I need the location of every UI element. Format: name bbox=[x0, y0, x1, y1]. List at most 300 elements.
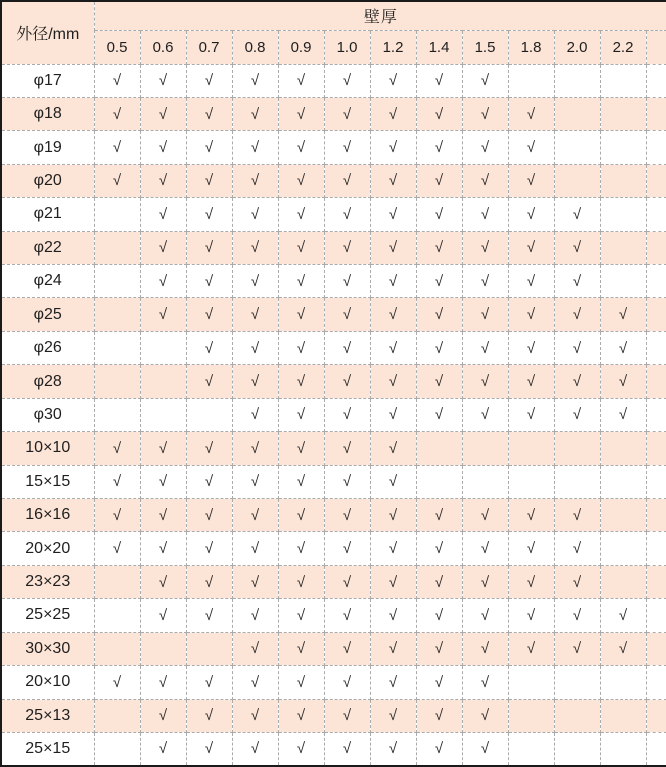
empty-cell bbox=[600, 666, 646, 699]
check-cell: √ bbox=[600, 298, 646, 331]
check-cell: √ bbox=[416, 599, 462, 632]
check-cell: √ bbox=[370, 398, 416, 431]
empty-cell bbox=[94, 398, 140, 431]
empty-cell bbox=[600, 565, 646, 598]
check-cell: √ bbox=[508, 599, 554, 632]
check-cell: √ bbox=[232, 298, 278, 331]
empty-cell bbox=[554, 64, 600, 97]
empty-cell bbox=[508, 699, 554, 732]
empty-cell bbox=[554, 97, 600, 130]
check-cell: √ bbox=[416, 64, 462, 97]
check-cell: √ bbox=[370, 365, 416, 398]
check-cell: √ bbox=[508, 632, 554, 665]
table-row bbox=[1, 666, 666, 699]
check-cell: √ bbox=[416, 298, 462, 331]
empty-cell bbox=[508, 666, 554, 699]
cutoff-sliver-cell bbox=[646, 599, 666, 632]
thickness-col-header: 0.5 bbox=[94, 30, 140, 64]
check-cell: √ bbox=[462, 97, 508, 130]
check-cell: √ bbox=[186, 265, 232, 298]
empty-cell bbox=[462, 432, 508, 465]
check-cell: √ bbox=[232, 632, 278, 665]
check-cell: √ bbox=[370, 64, 416, 97]
check-cell: √ bbox=[462, 265, 508, 298]
check-cell: √ bbox=[462, 164, 508, 197]
check-cell: √ bbox=[232, 64, 278, 97]
check-cell: √ bbox=[508, 231, 554, 264]
cutoff-sliver-cell bbox=[646, 699, 666, 732]
check-cell: √ bbox=[140, 265, 186, 298]
check-cell: √ bbox=[278, 97, 324, 130]
row-label: 20×10 bbox=[1, 666, 94, 699]
check-cell: √ bbox=[462, 64, 508, 97]
check-cell: √ bbox=[370, 265, 416, 298]
check-cell: √ bbox=[554, 265, 600, 298]
check-cell: √ bbox=[94, 432, 140, 465]
check-cell: √ bbox=[94, 498, 140, 531]
check-cell: √ bbox=[370, 432, 416, 465]
check-cell: √ bbox=[370, 565, 416, 598]
thickness-col-header: 1.5 bbox=[462, 30, 508, 64]
check-cell: √ bbox=[140, 732, 186, 766]
check-cell: √ bbox=[508, 565, 554, 598]
check-cell: √ bbox=[462, 632, 508, 665]
thickness-col-header: 1.8 bbox=[508, 30, 554, 64]
check-cell: √ bbox=[278, 298, 324, 331]
table-row bbox=[1, 64, 666, 97]
check-cell: √ bbox=[232, 97, 278, 130]
check-cell: √ bbox=[232, 666, 278, 699]
check-cell: √ bbox=[416, 231, 462, 264]
cutoff-sliver-cell bbox=[646, 398, 666, 431]
check-cell: √ bbox=[462, 565, 508, 598]
thickness-col-header: 0.7 bbox=[186, 30, 232, 64]
check-cell: √ bbox=[416, 532, 462, 565]
table-row bbox=[1, 97, 666, 130]
table-row bbox=[1, 265, 666, 298]
check-cell: √ bbox=[416, 666, 462, 699]
check-cell: √ bbox=[416, 365, 462, 398]
check-cell: √ bbox=[508, 398, 554, 431]
check-cell: √ bbox=[554, 198, 600, 231]
check-cell: √ bbox=[370, 331, 416, 364]
check-cell: √ bbox=[278, 365, 324, 398]
empty-cell bbox=[94, 732, 140, 766]
cutoff-sliver-cell bbox=[646, 565, 666, 598]
check-cell: √ bbox=[554, 632, 600, 665]
empty-cell bbox=[140, 632, 186, 665]
check-cell: √ bbox=[140, 432, 186, 465]
check-cell: √ bbox=[462, 732, 508, 766]
check-cell: √ bbox=[462, 599, 508, 632]
check-cell: √ bbox=[324, 398, 370, 431]
thickness-col-header: 1.2 bbox=[370, 30, 416, 64]
empty-cell bbox=[508, 732, 554, 766]
check-cell: √ bbox=[508, 365, 554, 398]
check-cell: √ bbox=[462, 131, 508, 164]
table-row bbox=[1, 131, 666, 164]
cutoff-sliver-cell bbox=[646, 298, 666, 331]
check-cell: √ bbox=[370, 97, 416, 130]
check-cell: √ bbox=[600, 632, 646, 665]
row-label: φ20 bbox=[1, 164, 94, 197]
row-label: φ30 bbox=[1, 398, 94, 431]
thickness-header-row bbox=[1, 30, 666, 64]
empty-cell bbox=[94, 198, 140, 231]
check-cell: √ bbox=[186, 699, 232, 732]
check-cell: √ bbox=[140, 532, 186, 565]
empty-cell bbox=[600, 97, 646, 130]
check-cell: √ bbox=[324, 532, 370, 565]
check-cell: √ bbox=[232, 532, 278, 565]
check-cell: √ bbox=[232, 265, 278, 298]
check-cell: √ bbox=[278, 231, 324, 264]
check-cell: √ bbox=[140, 298, 186, 331]
empty-cell bbox=[94, 699, 140, 732]
check-cell: √ bbox=[370, 131, 416, 164]
thickness-col-header: 0.9 bbox=[278, 30, 324, 64]
check-cell: √ bbox=[232, 699, 278, 732]
cutoff-sliver-cell bbox=[646, 532, 666, 565]
empty-cell bbox=[600, 198, 646, 231]
empty-cell bbox=[600, 699, 646, 732]
empty-cell bbox=[186, 398, 232, 431]
check-cell: √ bbox=[94, 131, 140, 164]
row-label: φ25 bbox=[1, 298, 94, 331]
table-row bbox=[1, 599, 666, 632]
check-cell: √ bbox=[600, 365, 646, 398]
empty-cell bbox=[554, 164, 600, 197]
check-cell: √ bbox=[462, 331, 508, 364]
check-cell: √ bbox=[416, 398, 462, 431]
table-row bbox=[1, 498, 666, 531]
check-cell: √ bbox=[462, 532, 508, 565]
empty-cell bbox=[600, 64, 646, 97]
empty-cell bbox=[140, 331, 186, 364]
empty-cell bbox=[508, 64, 554, 97]
check-cell: √ bbox=[324, 632, 370, 665]
check-cell: √ bbox=[140, 465, 186, 498]
check-cell: √ bbox=[140, 231, 186, 264]
check-cell: √ bbox=[278, 632, 324, 665]
check-cell: √ bbox=[278, 666, 324, 699]
check-cell: √ bbox=[324, 164, 370, 197]
cutoff-sliver-cell bbox=[646, 498, 666, 531]
check-cell: √ bbox=[554, 365, 600, 398]
check-cell: √ bbox=[324, 666, 370, 699]
check-cell: √ bbox=[186, 565, 232, 598]
check-cell: √ bbox=[232, 565, 278, 598]
check-cell: √ bbox=[416, 732, 462, 766]
check-cell: √ bbox=[94, 164, 140, 197]
table-row bbox=[1, 398, 666, 431]
empty-cell bbox=[94, 565, 140, 598]
empty-cell bbox=[94, 632, 140, 665]
check-cell: √ bbox=[324, 265, 370, 298]
cutoff-sliver-cell bbox=[646, 632, 666, 665]
check-cell: √ bbox=[324, 465, 370, 498]
empty-cell bbox=[94, 265, 140, 298]
table-row bbox=[1, 732, 666, 766]
cutoff-sliver-cell bbox=[646, 164, 666, 197]
check-cell: √ bbox=[324, 699, 370, 732]
check-cell: √ bbox=[278, 699, 324, 732]
row-label: φ28 bbox=[1, 365, 94, 398]
check-cell: √ bbox=[232, 398, 278, 431]
table-row bbox=[1, 699, 666, 732]
table-body bbox=[1, 64, 666, 766]
check-cell: √ bbox=[462, 666, 508, 699]
check-cell: √ bbox=[508, 97, 554, 130]
check-cell: √ bbox=[140, 198, 186, 231]
thickness-col-header: 1.0 bbox=[324, 30, 370, 64]
check-cell: √ bbox=[140, 599, 186, 632]
cutoff-sliver-cell bbox=[646, 265, 666, 298]
check-cell: √ bbox=[278, 565, 324, 598]
check-cell: √ bbox=[324, 365, 370, 398]
check-cell: √ bbox=[554, 599, 600, 632]
check-cell: √ bbox=[462, 398, 508, 431]
cutoff-sliver-cell bbox=[646, 30, 666, 64]
check-cell: √ bbox=[324, 331, 370, 364]
check-cell: √ bbox=[600, 599, 646, 632]
row-label: 15×15 bbox=[1, 465, 94, 498]
check-cell: √ bbox=[94, 64, 140, 97]
table-row bbox=[1, 231, 666, 264]
check-cell: √ bbox=[140, 498, 186, 531]
check-cell: √ bbox=[94, 666, 140, 699]
check-cell: √ bbox=[140, 164, 186, 197]
check-cell: √ bbox=[370, 666, 416, 699]
check-cell: √ bbox=[462, 365, 508, 398]
empty-cell bbox=[554, 432, 600, 465]
check-cell: √ bbox=[186, 666, 232, 699]
check-cell: √ bbox=[278, 398, 324, 431]
check-cell: √ bbox=[186, 131, 232, 164]
check-cell: √ bbox=[554, 565, 600, 598]
row-label: 16×16 bbox=[1, 498, 94, 531]
check-cell: √ bbox=[232, 131, 278, 164]
thickness-col-header: 0.8 bbox=[232, 30, 278, 64]
row-label: φ17 bbox=[1, 64, 94, 97]
check-cell: √ bbox=[324, 432, 370, 465]
check-cell: √ bbox=[232, 599, 278, 632]
check-cell: √ bbox=[416, 565, 462, 598]
check-cell: √ bbox=[140, 64, 186, 97]
check-cell: √ bbox=[278, 131, 324, 164]
check-cell: √ bbox=[324, 298, 370, 331]
table-row bbox=[1, 532, 666, 565]
check-cell: √ bbox=[416, 632, 462, 665]
row-label: 25×13 bbox=[1, 699, 94, 732]
check-cell: √ bbox=[508, 532, 554, 565]
empty-cell bbox=[600, 498, 646, 531]
check-cell: √ bbox=[186, 298, 232, 331]
check-cell: √ bbox=[462, 231, 508, 264]
check-cell: √ bbox=[554, 298, 600, 331]
row-label: 30×30 bbox=[1, 632, 94, 665]
check-cell: √ bbox=[324, 498, 370, 531]
check-cell: √ bbox=[278, 465, 324, 498]
thickness-col-header: 2.2 bbox=[600, 30, 646, 64]
check-cell: √ bbox=[554, 398, 600, 431]
check-cell: √ bbox=[278, 432, 324, 465]
empty-cell bbox=[416, 432, 462, 465]
check-cell: √ bbox=[370, 732, 416, 766]
table-row bbox=[1, 331, 666, 364]
cutoff-sliver-cell bbox=[646, 231, 666, 264]
check-cell: √ bbox=[186, 599, 232, 632]
row-label: φ18 bbox=[1, 97, 94, 130]
table-row bbox=[1, 198, 666, 231]
check-cell: √ bbox=[278, 532, 324, 565]
cutoff-sliver-cell bbox=[646, 64, 666, 97]
check-cell: √ bbox=[232, 198, 278, 231]
table-header bbox=[1, 1, 666, 64]
empty-cell bbox=[554, 131, 600, 164]
empty-cell bbox=[600, 432, 646, 465]
check-cell: √ bbox=[416, 97, 462, 130]
check-cell: √ bbox=[186, 164, 232, 197]
check-cell: √ bbox=[232, 331, 278, 364]
check-cell: √ bbox=[94, 465, 140, 498]
check-cell: √ bbox=[370, 298, 416, 331]
check-cell: √ bbox=[186, 198, 232, 231]
check-cell: √ bbox=[278, 732, 324, 766]
check-cell: √ bbox=[508, 131, 554, 164]
check-cell: √ bbox=[370, 599, 416, 632]
outer-diameter-header: 外径/mm bbox=[1, 1, 94, 64]
check-cell: √ bbox=[462, 699, 508, 732]
table-row bbox=[1, 164, 666, 197]
empty-cell bbox=[600, 532, 646, 565]
cutoff-sliver-cell bbox=[646, 331, 666, 364]
empty-cell bbox=[508, 432, 554, 465]
empty-cell bbox=[94, 365, 140, 398]
check-cell: √ bbox=[416, 498, 462, 531]
row-label: 20×20 bbox=[1, 532, 94, 565]
empty-cell bbox=[94, 231, 140, 264]
row-label: 25×15 bbox=[1, 732, 94, 766]
check-cell: √ bbox=[370, 164, 416, 197]
row-label: φ19 bbox=[1, 131, 94, 164]
check-cell: √ bbox=[140, 699, 186, 732]
cutoff-sliver-cell bbox=[646, 97, 666, 130]
empty-cell bbox=[554, 699, 600, 732]
check-cell: √ bbox=[416, 164, 462, 197]
empty-cell bbox=[554, 666, 600, 699]
check-cell: √ bbox=[232, 498, 278, 531]
cutoff-sliver-cell bbox=[646, 432, 666, 465]
check-cell: √ bbox=[324, 198, 370, 231]
row-label: φ24 bbox=[1, 265, 94, 298]
check-cell: √ bbox=[324, 231, 370, 264]
table-row bbox=[1, 565, 666, 598]
empty-cell bbox=[140, 365, 186, 398]
check-cell: √ bbox=[278, 265, 324, 298]
check-cell: √ bbox=[370, 632, 416, 665]
check-cell: √ bbox=[554, 331, 600, 364]
check-cell: √ bbox=[462, 198, 508, 231]
group-header-row bbox=[1, 1, 666, 30]
empty-cell bbox=[600, 732, 646, 766]
empty-cell bbox=[600, 265, 646, 298]
check-cell: √ bbox=[416, 131, 462, 164]
check-cell: √ bbox=[186, 498, 232, 531]
row-label: 25×25 bbox=[1, 599, 94, 632]
check-cell: √ bbox=[94, 532, 140, 565]
check-cell: √ bbox=[232, 432, 278, 465]
check-cell: √ bbox=[278, 64, 324, 97]
check-cell: √ bbox=[232, 732, 278, 766]
empty-cell bbox=[462, 465, 508, 498]
empty-cell bbox=[508, 465, 554, 498]
check-cell: √ bbox=[554, 231, 600, 264]
check-cell: √ bbox=[370, 465, 416, 498]
check-cell: √ bbox=[324, 565, 370, 598]
row-label: φ26 bbox=[1, 331, 94, 364]
check-cell: √ bbox=[140, 131, 186, 164]
check-cell: √ bbox=[232, 231, 278, 264]
check-cell: √ bbox=[186, 64, 232, 97]
check-cell: √ bbox=[232, 365, 278, 398]
check-cell: √ bbox=[278, 498, 324, 531]
check-cell: √ bbox=[186, 231, 232, 264]
check-cell: √ bbox=[186, 331, 232, 364]
check-cell: √ bbox=[278, 331, 324, 364]
check-cell: √ bbox=[508, 331, 554, 364]
check-cell: √ bbox=[186, 532, 232, 565]
check-cell: √ bbox=[508, 198, 554, 231]
check-cell: √ bbox=[278, 198, 324, 231]
thickness-col-header: 1.4 bbox=[416, 30, 462, 64]
check-cell: √ bbox=[508, 298, 554, 331]
check-cell: √ bbox=[186, 97, 232, 130]
cutoff-sliver-cell bbox=[646, 365, 666, 398]
check-cell: √ bbox=[140, 565, 186, 598]
check-cell: √ bbox=[600, 331, 646, 364]
row-label: 23×23 bbox=[1, 565, 94, 598]
check-cell: √ bbox=[186, 465, 232, 498]
table-row bbox=[1, 465, 666, 498]
cutoff-sliver-cell bbox=[646, 198, 666, 231]
wall-thickness-group-header: 壁厚 bbox=[94, 1, 666, 30]
check-cell: √ bbox=[278, 599, 324, 632]
check-cell: √ bbox=[600, 398, 646, 431]
thickness-col-header: 0.6 bbox=[140, 30, 186, 64]
check-cell: √ bbox=[416, 331, 462, 364]
cutoff-sliver-cell bbox=[646, 666, 666, 699]
check-cell: √ bbox=[140, 97, 186, 130]
check-cell: √ bbox=[324, 599, 370, 632]
empty-cell bbox=[600, 131, 646, 164]
check-cell: √ bbox=[370, 699, 416, 732]
check-cell: √ bbox=[232, 465, 278, 498]
check-cell: √ bbox=[186, 365, 232, 398]
check-cell: √ bbox=[554, 532, 600, 565]
check-cell: √ bbox=[324, 732, 370, 766]
row-label: 10×10 bbox=[1, 432, 94, 465]
check-cell: √ bbox=[370, 231, 416, 264]
check-cell: √ bbox=[370, 198, 416, 231]
check-cell: √ bbox=[416, 198, 462, 231]
check-cell: √ bbox=[232, 164, 278, 197]
empty-cell bbox=[94, 599, 140, 632]
check-cell: √ bbox=[140, 666, 186, 699]
empty-cell bbox=[600, 465, 646, 498]
check-cell: √ bbox=[324, 64, 370, 97]
empty-cell bbox=[186, 632, 232, 665]
